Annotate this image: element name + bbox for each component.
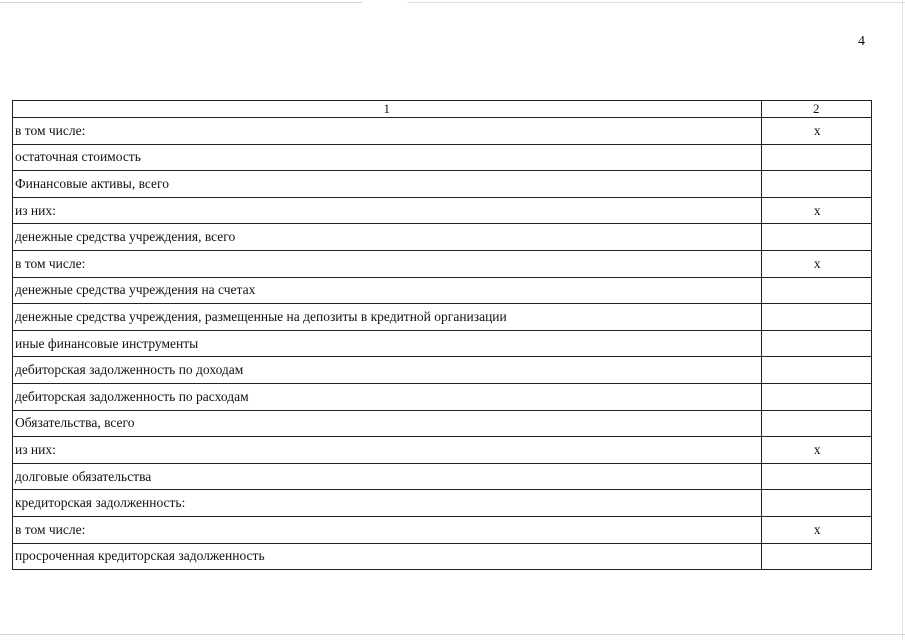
row-value: x [761, 516, 871, 543]
row-value [761, 224, 871, 251]
row-value [761, 330, 871, 357]
row-label: кредиторская задолженность: [13, 490, 762, 517]
row-label: денежные средства учреждения на счетах [13, 277, 762, 304]
table-row [13, 516, 872, 543]
table-row [13, 250, 872, 277]
row-label: денежные средства учреждения, размещенные на депозиты в кредитной организации [13, 304, 762, 331]
row-label: Обязательства, всего [13, 410, 762, 437]
table-row [13, 224, 872, 251]
table-row [13, 144, 872, 171]
table-row [13, 304, 872, 331]
row-label: дебиторская задолженность по расходам [13, 383, 762, 410]
row-label: Финансовые активы, всего [13, 171, 762, 198]
header-col-2: 2 [761, 101, 871, 118]
row-value [761, 490, 871, 517]
row-value [761, 304, 871, 331]
row-value [761, 463, 871, 490]
table-row [13, 171, 872, 198]
row-value [761, 410, 871, 437]
financial-table [12, 100, 872, 570]
scan-edge-right [902, 0, 903, 640]
table-row [13, 330, 872, 357]
row-label: в том числе: [13, 250, 762, 277]
row-value: x [761, 118, 871, 145]
table-row [13, 118, 872, 145]
table-row [13, 277, 872, 304]
row-label: дебиторская задолженность по доходам [13, 357, 762, 384]
table-row [13, 543, 872, 570]
row-label: в том числе: [13, 118, 762, 145]
row-value: x [761, 250, 871, 277]
table-row [13, 383, 872, 410]
table-header-row [13, 101, 872, 118]
row-label: остаточная стоимость [13, 144, 762, 171]
table-row [13, 437, 872, 464]
row-label: из них: [13, 197, 762, 224]
row-label: из них: [13, 437, 762, 464]
row-value [761, 171, 871, 198]
row-value: x [761, 197, 871, 224]
row-label: в том числе: [13, 516, 762, 543]
row-label: долговые обязательства [13, 463, 762, 490]
row-value [761, 383, 871, 410]
table-row [13, 197, 872, 224]
row-label: денежные средства учреждения, всего [13, 224, 762, 251]
table-row [13, 410, 872, 437]
row-value [761, 357, 871, 384]
row-value [761, 277, 871, 304]
row-value: x [761, 437, 871, 464]
row-value [761, 543, 871, 570]
table-row [13, 490, 872, 517]
page-number: 4 [858, 34, 865, 49]
table-row [13, 357, 872, 384]
table-row [13, 463, 872, 490]
row-label: иные финансовые инструменты [13, 330, 762, 357]
row-value [761, 144, 871, 171]
row-label: просроченная кредиторская задолженность [13, 543, 762, 570]
scan-edge-top [0, 2, 905, 3]
scan-edge-bottom [0, 634, 905, 635]
header-col-1: 1 [13, 101, 762, 118]
